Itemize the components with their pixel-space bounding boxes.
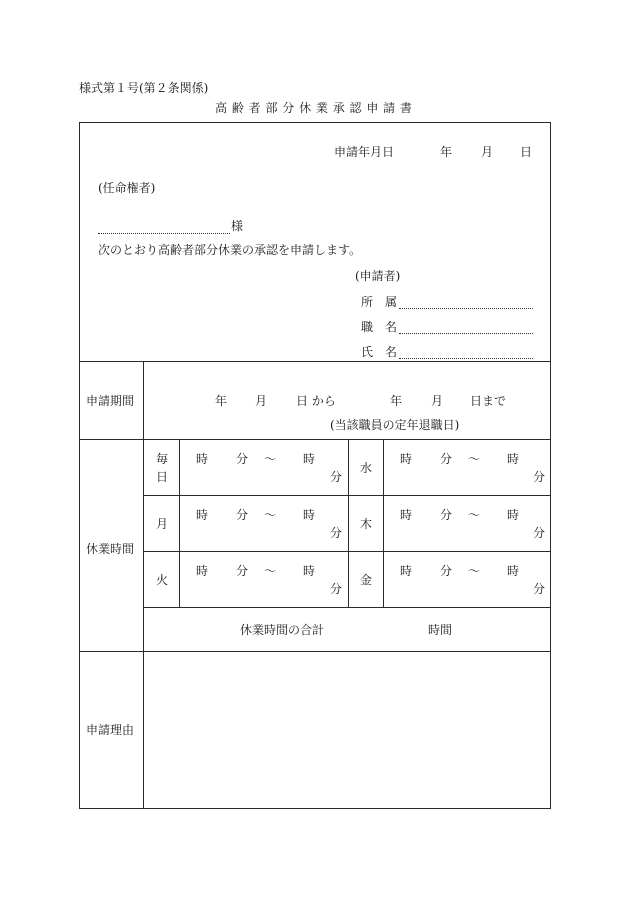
- start-hour-unit: 時: [196, 508, 209, 522]
- day-label-thu: 木: [360, 517, 373, 531]
- reason-field[interactable]: [144, 652, 550, 808]
- start-minute-unit: 分: [440, 564, 453, 578]
- end-hour-unit: 時: [507, 508, 520, 522]
- start-minute-unit: 分: [440, 508, 453, 522]
- reason-label: 申請理由: [86, 723, 135, 737]
- period-year: 年: [215, 394, 228, 408]
- day-label-wed: 水: [360, 461, 373, 475]
- end-minute-unit: 分: [330, 582, 343, 596]
- start-hour-unit: 時: [400, 508, 413, 522]
- end-minute-unit: 分: [533, 526, 546, 540]
- affiliation-field[interactable]: [399, 308, 533, 309]
- column-divider: [348, 440, 349, 607]
- application-day: 日: [520, 145, 533, 159]
- start-minute-unit: 分: [440, 452, 453, 466]
- name-label: 氏 名: [361, 345, 398, 359]
- retirement-date-note: (当該職員の定年退職日): [330, 418, 460, 432]
- day-label-fri: 金: [360, 573, 373, 587]
- end-minute-unit: 分: [330, 470, 343, 484]
- appointer-label: (任命権者): [98, 181, 156, 195]
- period-month-2: 月: [431, 394, 444, 408]
- period-day-from: 日 から: [296, 394, 336, 408]
- total-leave-label: 休業時間の合計: [240, 623, 325, 637]
- day-label-every: 毎: [156, 452, 169, 466]
- start-minute-unit: 分: [236, 564, 249, 578]
- start-hour-unit: 時: [400, 564, 413, 578]
- position-field[interactable]: [399, 333, 533, 334]
- end-hour-unit: 時: [507, 452, 520, 466]
- application-year: 年: [440, 145, 453, 159]
- start-hour-unit: 時: [400, 452, 413, 466]
- day-label-every: 日: [156, 470, 169, 484]
- start-minute-unit: 分: [236, 508, 249, 522]
- day-label-tue: 火: [156, 573, 169, 587]
- end-minute-unit: 分: [330, 526, 343, 540]
- column-divider: [383, 440, 384, 607]
- period-day-until: 日まで: [470, 394, 507, 408]
- form-title: 高 齢 者 部 分 休 業 承 認 申 請 書: [215, 101, 413, 115]
- appointer-name-line[interactable]: [98, 233, 230, 234]
- row-divider: [80, 439, 550, 440]
- end-minute-unit: 分: [533, 582, 546, 596]
- range-tilde: ～: [264, 564, 277, 578]
- leave-time-label: 休業時間: [86, 542, 135, 556]
- range-tilde: ～: [468, 564, 481, 578]
- position-label: 職 名: [361, 320, 398, 334]
- affiliation-label: 所 属: [361, 295, 398, 309]
- row-divider: [80, 361, 550, 362]
- end-minute-unit: 分: [533, 470, 546, 484]
- end-hour-unit: 時: [507, 564, 520, 578]
- name-field[interactable]: [399, 358, 533, 359]
- total-leave-unit: 時間: [428, 623, 453, 637]
- start-hour-unit: 時: [196, 564, 209, 578]
- row-divider: [143, 607, 550, 608]
- end-hour-unit: 時: [303, 452, 316, 466]
- application-month: 月: [481, 145, 494, 159]
- range-tilde: ～: [264, 508, 277, 522]
- column-divider: [179, 440, 180, 607]
- day-label-mon: 月: [156, 517, 169, 531]
- request-sentence: 次のとおり高齢者部分休業の承認を申請します。: [98, 243, 362, 257]
- start-minute-unit: 分: [236, 452, 249, 466]
- range-tilde: ～: [468, 508, 481, 522]
- application-date-label: 申請年月日: [334, 145, 395, 159]
- range-tilde: ～: [468, 452, 481, 466]
- end-hour-unit: 時: [303, 508, 316, 522]
- honorific: 様: [231, 219, 244, 233]
- period-month: 月: [255, 394, 268, 408]
- start-hour-unit: 時: [196, 452, 209, 466]
- period-year-2: 年: [390, 394, 403, 408]
- row-divider: [143, 495, 550, 496]
- end-hour-unit: 時: [303, 564, 316, 578]
- row-divider: [143, 551, 550, 552]
- period-label: 申請期間: [86, 394, 135, 408]
- range-tilde: ～: [264, 452, 277, 466]
- applicant-heading: (申請者): [355, 269, 401, 283]
- form-number: 様式第１号(第２条関係): [79, 81, 209, 95]
